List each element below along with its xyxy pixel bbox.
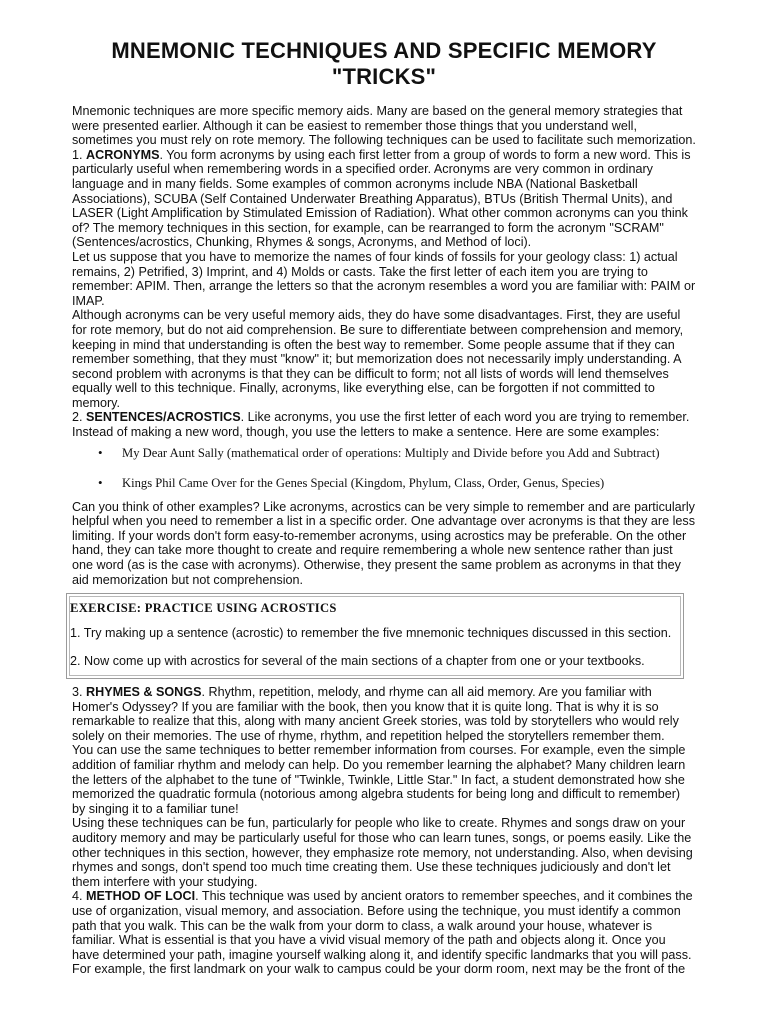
acrostic-examples-list (72, 446, 696, 490)
list-item: • Kings Phil Came Over for the Genes Special (Kingdom, Phylum, Class, Order, Genus, Species) (98, 476, 696, 490)
section-number: 1. (72, 147, 87, 162)
exercise-item: 1. Try making up a sentence (acrostic) to remember the five mnemonic techniques discussed in this section. (70, 625, 672, 640)
list-item: • My Dear Aunt Sally (mathematical order of operations: Multiply and Divide before you Add and Subtract) (98, 446, 696, 460)
section-text: . Like acronyms, you use the first letter of each word you are trying to remember. Instead of making a new word, though, you use the letters to make a sentence. Here are some examples: (72, 410, 690, 440)
exercise-box-inner (69, 596, 681, 676)
section-rhymes-songs (72, 685, 696, 743)
section-heading-rhymes: RHYMES & SONGS (86, 685, 202, 699)
section-heading-loci: METHOD OF LOCI (86, 889, 196, 904)
acronyms-paragraph-2: Let us suppose that you have to memorize the names of four kinds of fossils for your geology class: 1) actual remains, 2) Petrified, 3) Imprint, and 4) Molds or casts. Take the first letter of each item you are trying to remember: APIM. Then, arrange the letters so that the acronym resembles a word you are familiar with: PAIM or IMAP. (72, 249, 696, 308)
page-title (72, 38, 696, 90)
section-method-of-loci (72, 889, 696, 977)
rhymes-paragraph-3: Using these techniques can be fun, particularly for people who like to create. Rhymes and songs draw on your auditory memory and may be particularly useful for those who can learn tunes, songs, or poems easily. Like the other techniques in this section, however, they emphasize rote memory, not understanding. Also, when devising rhymes and songs, don't spend too much time creating them. Use these techniques judiciously and don't let them interfere with your studying. (72, 816, 693, 889)
section-heading-acrostics: SENTENCES/ACROSTICS (86, 410, 241, 425)
acronyms-paragraph-3: Although acronyms can be very useful memory aids, they do have some disadvantages. First, they are useful for rote memory, but do not aid comprehension. Be sure to differentiate between comprehension and memory, keeping in mind that understanding is often the best way to remember. Some people assume that if they can remember something, that they must "know" it; but memorization does not necessarily imply understanding. A second problem with acronyms is that they can be difficult to form; not all lists of words will lend themselves equally well to this technique. Finally, acronyms, like everything else, can be forgotten if not committed to memory. (72, 308, 684, 410)
acrostics-paragraph-2: Can you think of other examples? Like acronyms, acrostics can be very simple to remember and are particularly helpful when you need to remember a list in a specific order. One advantage over acronyms is that they are less limiting. If your words don't form easy-to-remember acronyms, using acrostics may be preferable. On the other hand, they can take more thought to create and require remembering a whole new sentence rather than just one word (as is the case with acronyms). Otherwise, they present the same problem as acronyms in that they aid memorization but not comprehension. (72, 499, 696, 587)
section-text: . This technique was used by ancient orators to remember speeches, and it combines the use of organization, visual memory, and association. Before using the technique, you must identify a common path that you walk. This can be the walk from your dorm to class, a walk around your house, whatever is familiar. What is essential is that you have a vivid visual memory of the path and objects along it. Once you have determined your path, imagine yourself walking along it, and identify specific landmarks that you will pass. For example, the first landmark on your walk to campus could be your dorm room, next may be the front of the (72, 889, 693, 977)
section-text: . You form acronyms by using each first letter from a group of words to form a new word. This is particularly useful when remembering words in a specified order. Acronyms are very common in ordinary language and in many fields. Some examples of common acronyms include NBA (National Basketball Associations), SCUBA (Self Contained Underwater Breathing Apparatus), BTUs (British Thermal Units), and LASER (Light Amplification by Stimulated Emission of Radiation). What other common acronyms can you think of? The memory techniques in this section, for example, can be rearranged to form the acronym "SCRAM" (Sentences/acrostics, Chunking, Rhymes & songs, Acronyms, and Method of loci). (72, 147, 691, 250)
section-number: 4. (72, 889, 87, 904)
exercise-title: EXERCISE: PRACTICE USING ACROSTICS (70, 601, 337, 616)
section-number: 3. (72, 685, 87, 699)
title-line-2: "TRICKS" (331, 64, 437, 89)
section-heading-acronyms: ACRONYMS (86, 147, 160, 162)
rhymes-paragraph-2: You can use the same techniques to better remember information from courses. For example, even the simple addition of familiar rhythm and melody can help. Do you remember learning the alphabet? Many children learn the letters of the alphabet to the tune of "Twinkle, Twinkle, Little Star." In fact, a student demonstrated how she memorized the quadratic formula (notorious among algebra students for being long and difficult to remember) by singing it to a familiar tune! (72, 743, 686, 816)
exercise-box (66, 593, 684, 679)
section-acronyms (72, 148, 696, 250)
title-line-1: MNEMONIC TECHNIQUES AND SPECIFIC MEMORY (111, 38, 657, 63)
section-acrostics (72, 410, 696, 439)
section-number: 2. (72, 410, 87, 425)
intro-paragraph: Mnemonic techniques are more specific memory aids. Many are based on the general memory strategies that were presented earlier. Although it can be easiest to remember those things that you understand well, sometimes you must rely on rote memory. The following techniques can be used to facilitate such memorization. (72, 104, 696, 148)
exercise-item: 2. Now come up with acrostics for several of the main sections of a chapter from one or your textbooks. (70, 654, 645, 669)
section-text: . Rhythm, repetition, melody, and rhyme can all aid memory. Are you familiar with Homer's Odyssey? If you are familiar with the book, then you know that it is quite long. That is why it is so remarkable to realize that this, along with many ancient Greek stories, was told by storytellers who would rely solely on their memories. The use of rhyme, rhythm, and repetition helped the storytellers remember them. (72, 685, 679, 743)
